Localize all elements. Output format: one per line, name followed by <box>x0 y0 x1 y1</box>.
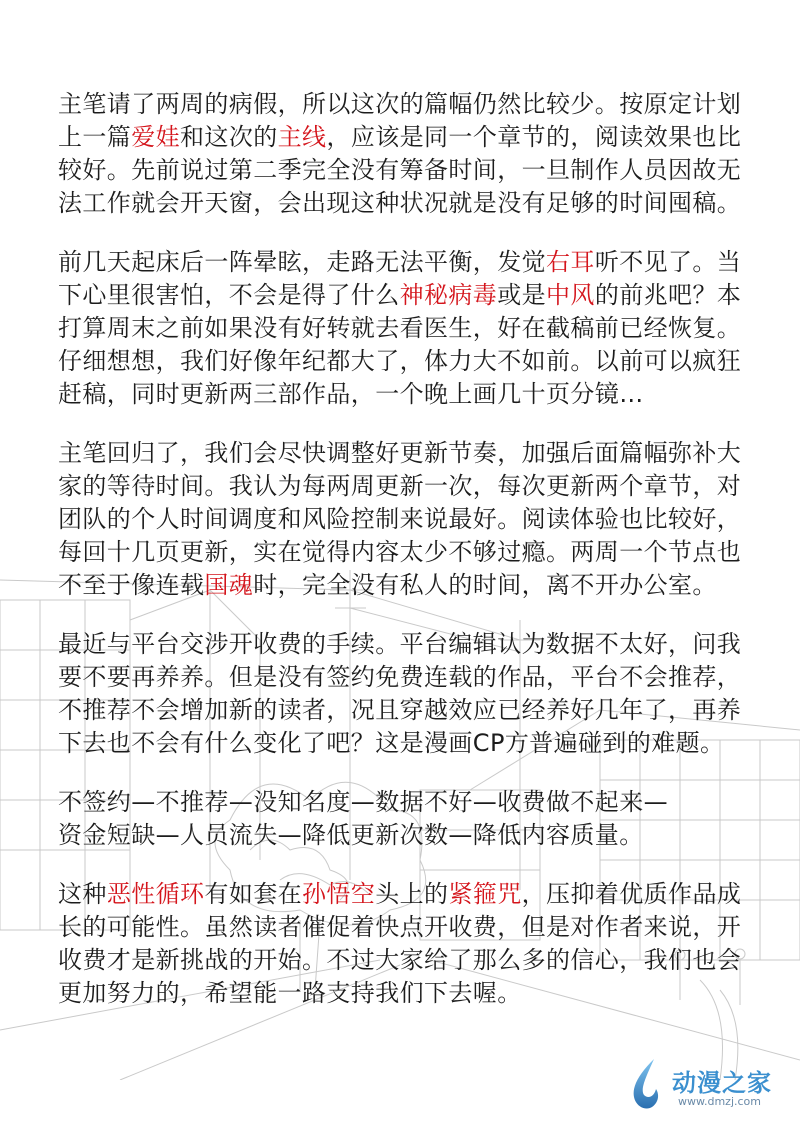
text-segment: 听不见了。当 <box>594 248 742 276</box>
text-segment: 较好。先前说过第二季完全没有筹备时间，一旦制作人员因故无 <box>58 156 742 184</box>
text-segment: 资金短缺—人员流失—降低更新次数—降低内容质量。 <box>58 821 644 849</box>
flame-drop-logo-icon <box>628 1057 668 1113</box>
text-segment: 前几天起床后一阵晕眩，走路无法平衡，发觉 <box>58 248 546 276</box>
text-segment: 每回十几页更新，实在觉得内容太少不够过瘾。两周一个节点也 <box>58 538 742 566</box>
text-line <box>58 911 758 944</box>
text-line <box>58 536 758 569</box>
paragraph <box>58 246 758 411</box>
watermark-site-name: 动漫之家 <box>672 1069 772 1097</box>
text-line <box>58 661 758 694</box>
paragraph <box>58 437 758 602</box>
text-line <box>58 727 758 760</box>
text-line <box>58 977 758 1010</box>
text-segment: 团队的个人时间调度和风险控制来说最好。阅读体验也比较好， <box>58 505 742 533</box>
text-segment: 要不要再养养。但是没有签约免费连载的作品，平台不会推荐， <box>58 663 742 691</box>
highlighted-term: 国魂 <box>204 571 254 599</box>
text-segment: 下心里很害怕，不会是得了什么 <box>58 281 400 309</box>
text-segment: 不推荐不会增加新的读者，况且穿越效应已经养好几年了，再养 <box>58 696 742 724</box>
text-segment: 不至于像连载 <box>58 571 205 599</box>
highlighted-term: 孙悟空 <box>302 880 376 908</box>
text-segment: 下去也不会有什么变化了吧？这是漫画CP方普遍碰到的难题。 <box>58 729 725 757</box>
text-segment: 这种 <box>58 880 107 908</box>
text-line <box>58 437 758 470</box>
text-line <box>58 312 758 345</box>
text-line <box>58 88 758 121</box>
text-segment: 赶稿，同时更新两三部作品，一个晚上画几十页分镜… <box>58 380 644 408</box>
text-line <box>58 786 758 819</box>
highlighted-term: 恶性循环 <box>106 880 205 908</box>
text-segment: 收费才是新挑战的开始。不过大家给了那么多的信心，我们也会 <box>58 946 742 974</box>
text-line <box>58 569 758 602</box>
text-segment: 头上的 <box>375 880 449 908</box>
text-line <box>58 628 758 661</box>
watermark-site-url: www.dmzj.com <box>678 1095 761 1108</box>
paragraph <box>58 878 758 1010</box>
text-segment: 或是 <box>497 281 547 309</box>
text-segment: 家的等待时间。我认为每两周更新一次，每次更新两个章节，对 <box>58 472 742 500</box>
text-segment: 打算周末之前如果没有好转就去看医生，好在截稿前已经恢复。 <box>58 314 742 342</box>
highlighted-term: 紧箍咒 <box>448 880 522 908</box>
highlighted-term: 神秘病毒 <box>399 281 498 309</box>
text-segment: 主笔请了两周的病假，所以这次的篇幅仍然比较少。按原定计划 <box>58 90 742 118</box>
text-segment: 的前兆吧？本 <box>594 281 742 309</box>
text-line <box>58 470 758 503</box>
highlighted-term: 主线 <box>277 123 327 151</box>
text-segment: 更加努力的，希望能一路支持我们下去喔。 <box>58 979 522 1007</box>
text-segment: 和这次的 <box>180 123 278 151</box>
article-body <box>58 88 758 1036</box>
text-line <box>58 819 758 852</box>
text-line <box>58 121 758 154</box>
text-line <box>58 345 758 378</box>
text-segment: 时，完全没有私人的时间，离不开办公室。 <box>253 571 717 599</box>
text-segment: 主笔回归了，我们会尽快调整好更新节奏，加强后面篇幅弥补大 <box>58 439 742 467</box>
paragraph <box>58 628 758 760</box>
text-line <box>58 246 758 279</box>
text-segment: 仔细想想，我们好像年纪都大了，体力大不如前。以前可以疯狂 <box>58 347 742 375</box>
text-segment: 最近与平台交涉开收费的手续。平台编辑认为数据不太好，问我 <box>58 630 742 658</box>
text-segment: 法工作就会开天窗，会出现这种状况就是没有足够的时间囤稿。 <box>58 189 742 217</box>
text-segment: ，应该是同一个章节的，阅读效果也比 <box>326 123 742 151</box>
text-line <box>58 878 758 911</box>
highlighted-term: 中风 <box>546 281 595 309</box>
site-watermark <box>628 1057 778 1113</box>
highlighted-term: 右耳 <box>546 248 595 276</box>
text-segment: 上一篇 <box>58 123 132 151</box>
text-line <box>58 694 758 727</box>
paragraph <box>58 88 758 220</box>
text-segment: ，压抑着优质作品成 <box>521 880 742 908</box>
text-line <box>58 154 758 187</box>
text-segment: 有如套在 <box>204 880 303 908</box>
paragraph <box>58 786 758 852</box>
text-line <box>58 503 758 536</box>
text-line <box>58 187 758 220</box>
text-segment: 不签约—不推荐—没知名度—数据不好—收费做不起来— <box>58 788 668 816</box>
highlighted-term: 爱娃 <box>131 123 181 151</box>
text-line <box>58 279 758 312</box>
text-line <box>58 944 758 977</box>
text-segment: 长的可能性。虽然读者催促着快点开收费，但是对作者来说，开 <box>58 913 742 941</box>
text-line <box>58 378 758 411</box>
